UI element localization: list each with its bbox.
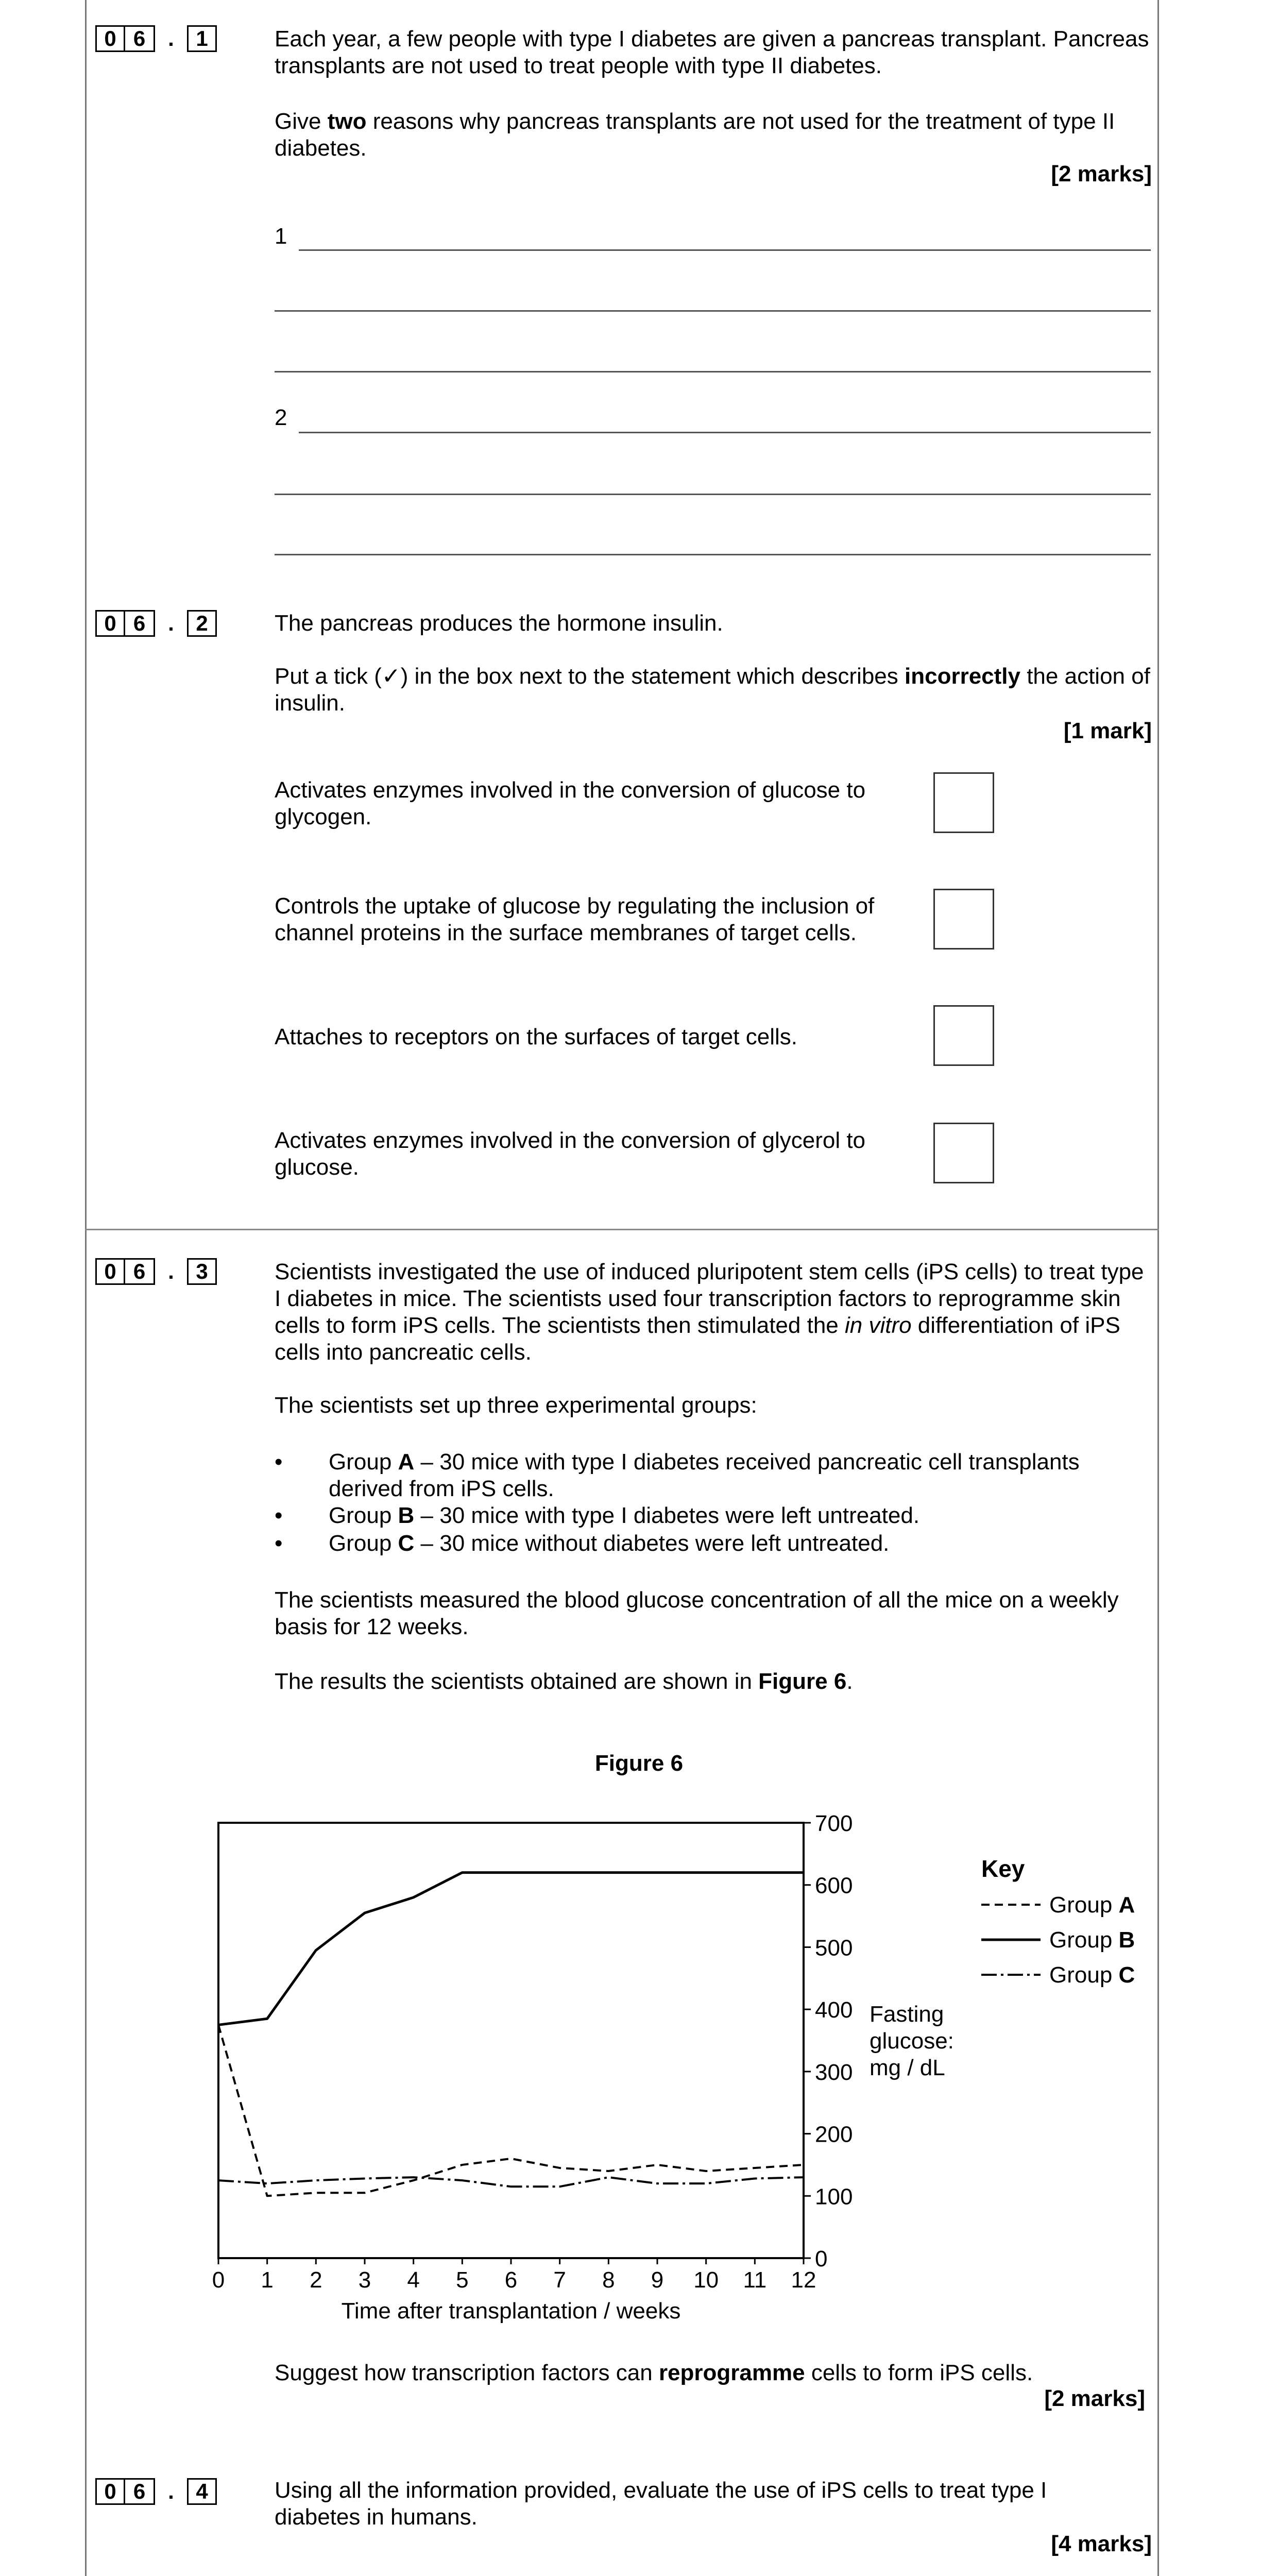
y-axis-label: glucose: <box>870 2028 954 2054</box>
qnum-digit: 0 <box>95 25 125 52</box>
qnum-dot: . <box>168 1259 174 1283</box>
legend-label-group-b: Group B <box>1049 1927 1135 1953</box>
tick-box[interactable] <box>933 1005 994 1066</box>
answer-number-1: 1 <box>275 224 287 249</box>
y-axis-label: Fasting <box>870 2002 944 2027</box>
tick-box[interactable] <box>933 772 994 833</box>
q062-intro: The pancreas produces the hormone insulin. <box>275 611 723 636</box>
figure-6-chart <box>0 1803 1278 2339</box>
series-line-group-b <box>218 1873 804 2025</box>
qnum-digit: 0 <box>95 610 125 637</box>
legend-label-group-c: Group C <box>1049 1962 1135 1988</box>
tick-box[interactable] <box>933 1123 994 1183</box>
q063-method: The scientists measured the blood glucose concentration of all the mice on a weekly basis for 12 weeks. <box>275 1587 1119 1639</box>
qnum-dot: . <box>168 611 174 635</box>
qnum-digit: 6 <box>125 1258 155 1285</box>
tick-box[interactable] <box>933 889 994 950</box>
qnum-digit: 1 <box>187 25 217 52</box>
answer-line[interactable] <box>275 554 1151 555</box>
y-tick-label: 200 <box>815 2122 853 2147</box>
x-tick-label: 3 <box>358 2267 371 2293</box>
section-divider <box>85 1229 1159 1230</box>
answer-line[interactable] <box>299 432 1151 433</box>
legend-label-group-a: Group A <box>1049 1892 1135 1918</box>
answer-line[interactable] <box>299 249 1151 251</box>
y-tick-label: 700 <box>815 1811 853 1836</box>
q063-groups-intro: The scientists set up three experimental groups: <box>275 1393 757 1418</box>
qnum-digit: 6 <box>125 2478 155 2505</box>
x-tick-label: 12 <box>791 2267 816 2293</box>
qnum-digit: 0 <box>95 1258 125 1285</box>
q063-stem: Scientists investigated the use of induced pluripotent stem cells (iPS cells) to treat type I diabetes in mice. The scientists used four transcription factors to reprogramme skin cells to form iPS cells. The scientists then stimulated the in vitro differentiation of iPS cells into pancreatic cells. <box>275 1259 1144 1365</box>
option-statement: Activates enzymes involved in the conversion of glucose to glycogen. <box>275 777 866 829</box>
y-tick-label: 600 <box>815 1873 853 1899</box>
option-statement: Activates enzymes involved in the conversion of glycerol to glucose. <box>275 1128 866 1180</box>
figure-title: Figure 6 <box>594 1751 684 1776</box>
q063-results-ref: The results the scientists obtained are shown in Figure 6. <box>275 1669 853 1694</box>
q063-marks: [2 marks] <box>1044 2386 1145 2411</box>
qnum-digit: 4 <box>187 2478 217 2505</box>
x-tick-label: 8 <box>602 2267 615 2293</box>
x-tick-label: 0 <box>212 2267 225 2293</box>
q062-marks: [1 mark] <box>1063 718 1152 743</box>
question-number-06-4 <box>95 2476 217 2507</box>
qnum-digit: 0 <box>95 2478 125 2505</box>
question-number-06-2 <box>95 608 217 639</box>
y-tick-label: 0 <box>815 2246 828 2272</box>
q064-stem: Using all the information provided, evaluate the use of iPS cells to treat type I diabetes in humans. <box>275 2478 1047 2530</box>
answer-line[interactable] <box>275 371 1151 372</box>
q061-marks: [2 marks] <box>1051 161 1152 187</box>
question-number-06-1 <box>95 23 217 54</box>
series-line-group-c <box>218 2177 804 2187</box>
qnum-dot: . <box>168 2479 174 2503</box>
qnum-digit: 3 <box>187 1258 217 1285</box>
answer-line[interactable] <box>275 310 1151 312</box>
bullet-dot: • <box>275 1503 283 1528</box>
x-tick-label: 2 <box>310 2267 322 2293</box>
option-statement: Controls the uptake of glucose by regulating the inclusion of channel proteins in the surface membranes of target cells. <box>275 893 875 945</box>
y-tick-label: 100 <box>815 2184 853 2210</box>
x-axis-label: Time after transplantation / weeks <box>341 2298 681 2324</box>
y-tick-label: 500 <box>815 1935 853 1961</box>
answer-line[interactable] <box>275 494 1151 495</box>
q062-instruction: Put a tick (✓) in the box next to the statement which describes incorrectly the action of insulin. <box>275 664 1150 716</box>
x-tick-label: 11 <box>743 2267 767 2293</box>
x-tick-label: 4 <box>407 2267 420 2293</box>
y-tick-label: 300 <box>815 2059 853 2085</box>
x-tick-label: 5 <box>456 2267 469 2293</box>
answer-number-2: 2 <box>275 405 287 430</box>
option-statement: Attaches to receptors on the surfaces of target cells. <box>275 1024 797 1049</box>
x-tick-label: 9 <box>651 2267 664 2293</box>
q063-question: Suggest how transcription factors can reprogramme cells to form iPS cells. <box>275 2360 1033 2385</box>
q061-stem: Each year, a few people with type I diabetes are given a pancreas transplant. Pancreas transplants are not used to treat people with type II diabetes. <box>275 26 1149 78</box>
qnum-digit: 6 <box>125 610 155 637</box>
qnum-dot: . <box>168 26 174 50</box>
qnum-digit: 6 <box>125 25 155 52</box>
legend-title: Key <box>981 1855 1025 1882</box>
x-tick-label: 1 <box>261 2267 274 2293</box>
question-number-06-3 <box>95 1256 217 1287</box>
x-tick-label: 10 <box>693 2267 719 2293</box>
x-tick-label: 6 <box>504 2267 518 2293</box>
bullet-dot: • <box>275 1449 283 1475</box>
q061-instruction: Give two reasons why pancreas transplants are not used for the treatment of type II diabetes. <box>275 109 1115 161</box>
q064-marks: [4 marks] <box>1051 2531 1152 2556</box>
y-tick-label: 400 <box>815 1997 853 2023</box>
qnum-digit: 2 <box>187 610 217 637</box>
series-line-group-a <box>218 2025 804 2196</box>
x-tick-label: 7 <box>553 2267 566 2293</box>
y-axis-label: mg / dL <box>870 2055 945 2080</box>
bullet-dot: • <box>275 1531 283 1556</box>
